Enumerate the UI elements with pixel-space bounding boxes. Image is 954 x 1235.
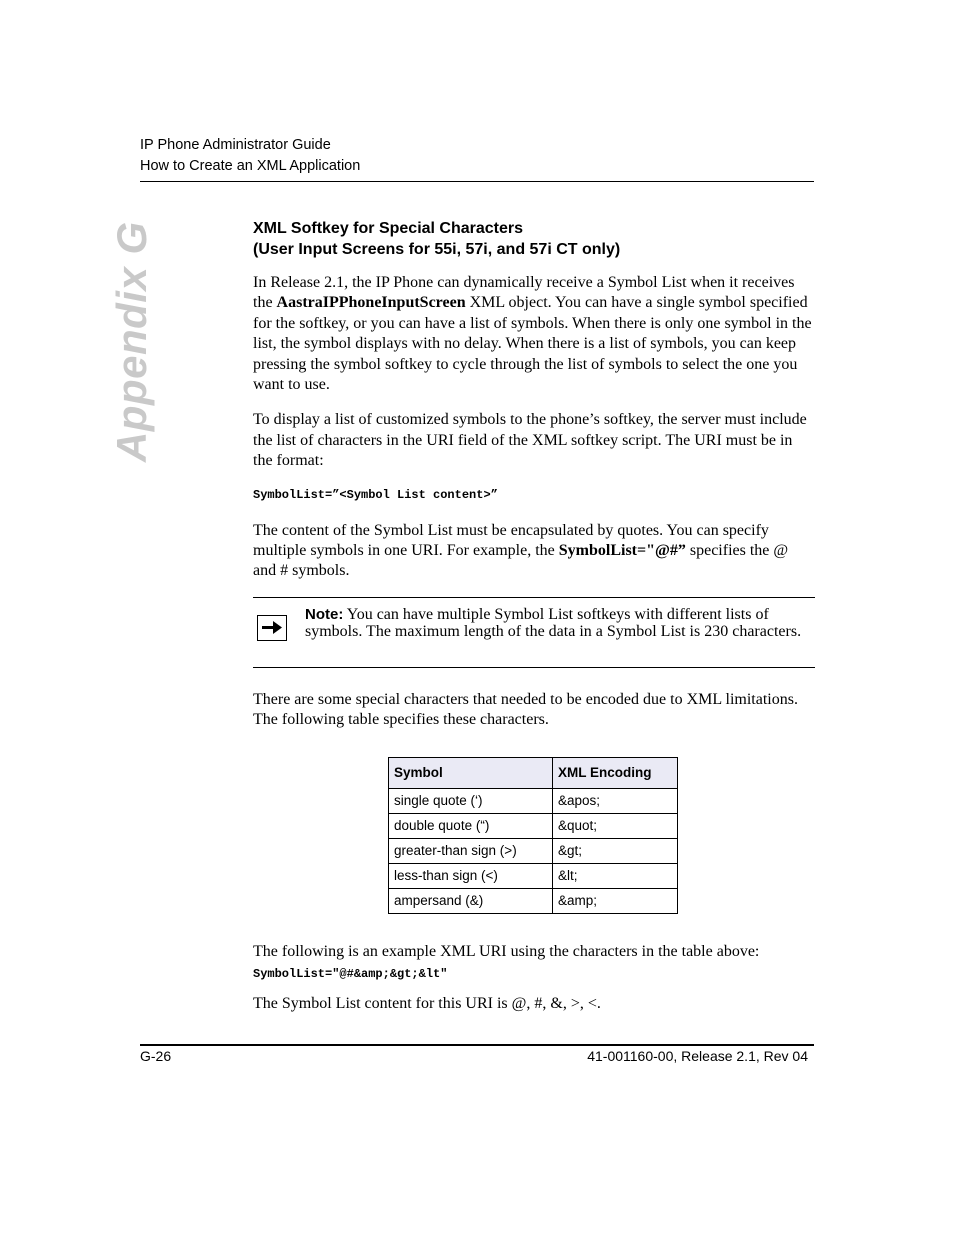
cell-symbol: less-than sign (<) [389, 863, 553, 888]
cell-encoding: &amp; [553, 888, 678, 913]
cell-encoding: &apos; [553, 788, 678, 813]
appendix-side-label: Appendix G [108, 221, 155, 462]
note-body: You can have multiple Symbol List softkeys with different lists of symbols. The maximum length of the data in a Symbol List is 230 characters. [305, 605, 802, 641]
cell-encoding: &gt; [553, 838, 678, 863]
table-row [389, 788, 678, 813]
cell-encoding: &quot; [553, 813, 678, 838]
running-header [140, 135, 814, 177]
paragraph-quotes [253, 521, 815, 582]
para3-text-b: specifies the @ and # symbols. [253, 542, 789, 580]
paragraph-example-intro: The following is an example XML URI using the characters in the table above: [253, 942, 760, 960]
note-text [305, 606, 815, 641]
table-row [389, 813, 678, 838]
section-title-line2: (User Input Screens for 55i, 57i, and 57i CT only) [253, 241, 621, 258]
paragraph-symbol-list-intro [253, 273, 815, 395]
column-header-xml-encoding: XML Encoding [553, 757, 678, 788]
para3-text-a: The content of the Symbol List must be encapsulated by quotes. You can specify multiple symbols in one URI. For example, the [253, 521, 769, 560]
para1-bold-term: AastraIPPhoneInputScreen [276, 294, 466, 312]
footer-divider [140, 1044, 814, 1046]
document-id: 41-001160-00, Release 2.1, Rev 04 [587, 1048, 808, 1064]
cell-symbol: ampersand (&) [389, 888, 553, 913]
encoding-table-wrapper [388, 757, 815, 914]
note-label: Note: [305, 605, 344, 623]
cell-symbol: double quote (“) [389, 813, 553, 838]
note-box [253, 597, 815, 668]
cell-symbol: single quote (‘) [389, 788, 553, 813]
code-symbollist-format: SymbolList=”<Symbol List content>” [253, 487, 498, 502]
table-header-row [389, 757, 678, 788]
cell-symbol: greater-than sign (>) [389, 838, 553, 863]
paragraph-uri-format: To display a list of customized symbols to the phone’s softkey, the server must include the list of characters in the URI field of the XML softkey script. The URI must be in the format: [253, 411, 807, 470]
section-heading [253, 218, 815, 260]
para3-bold-example: SymbolList="@#” [558, 542, 686, 560]
page-number: G-26 [140, 1048, 172, 1064]
table-row [389, 888, 678, 913]
section-title-line1: XML Softkey for Special Characters [253, 220, 524, 237]
header-guide-title: IP Phone Administrator Guide [140, 137, 331, 153]
main-content [253, 218, 815, 1030]
table-row [389, 838, 678, 863]
header-divider [140, 181, 814, 182]
column-header-symbol: Symbol [389, 757, 553, 788]
table-row [389, 863, 678, 888]
code-symbollist-example: SymbolList="@#&amp;&gt;&lt" [253, 967, 448, 982]
cell-encoding: &lt; [553, 863, 678, 888]
paragraph-example-result: The Symbol List content for this URI is @, #, &, >, <. [253, 995, 601, 1013]
arrow-right-icon [257, 615, 287, 641]
para1-text-b: XML object. You can have a single symbol specified for the softkey, or you can have a list of symbols. When there is only one symbol in the list, the symbol displays with no delay. When there is a list of symbols, you can keep pressing the symbol softkey to cycle through the list of symbols to select the one you want to use. [253, 294, 812, 394]
para1-text-a: In Release 2.1, the IP Phone can dynamically receive a Symbol List when it receives the [253, 274, 795, 312]
paragraph-special-characters: There are some special characters that needed to be encoded due to XML limitations. The following table specifies these characters. [253, 690, 798, 729]
xml-encoding-table [388, 757, 678, 914]
header-chapter-title: How to Create an XML Application [140, 158, 361, 174]
